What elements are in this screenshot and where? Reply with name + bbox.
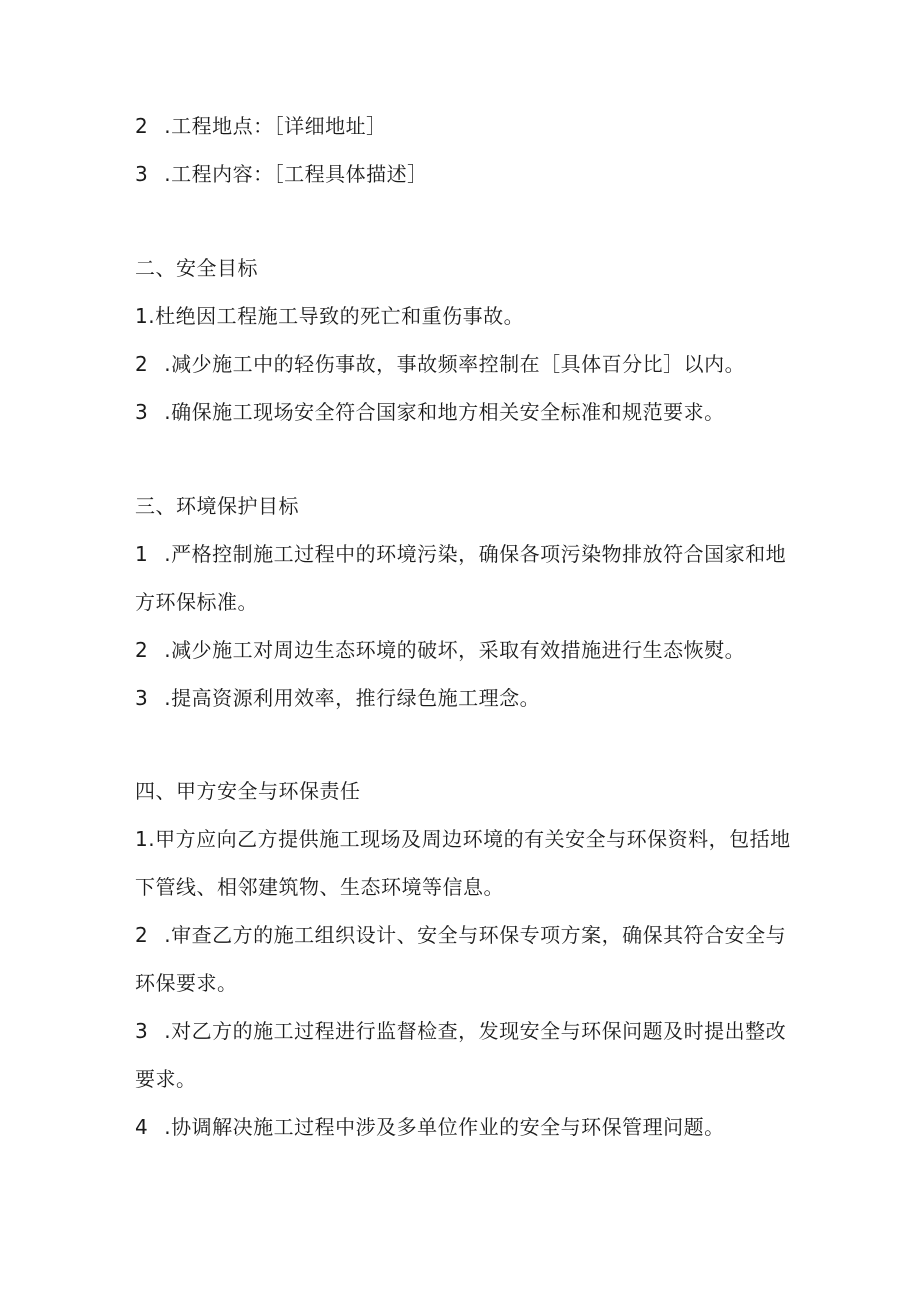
section-heading-safety: 二、安全目标 (135, 256, 258, 280)
item-number: 4 (135, 1115, 149, 1139)
item-number: 3 (135, 400, 149, 424)
project-content-line (135, 160, 428, 188)
item-number: 1 (135, 542, 149, 566)
item-number: 3 (135, 686, 149, 710)
environment-item-1-continued: 方环保标准。 (135, 590, 258, 614)
project-location-line (135, 112, 387, 140)
party-a-item-4 (135, 1113, 725, 1141)
item-number: 2 (135, 923, 149, 947)
item-number: 3 (135, 162, 149, 186)
item-text: .杜绝因工程施工导致的死亡和重伤事故。 (148, 304, 525, 328)
safety-item-3 (135, 398, 725, 426)
item-text: .确保施工现场安全符合国家和地方相关安全标准和规范要求。 (164, 400, 725, 424)
safety-item-1 (135, 302, 524, 330)
party-a-item-2 (135, 921, 786, 949)
party-a-item-3 (135, 1017, 786, 1045)
environment-item-3 (135, 684, 540, 712)
item-number: 2 (135, 352, 149, 376)
item-number: 2 (135, 114, 149, 138)
item-text: .减少施工对周边生态环境的破坏，采取有效措施进行生态恢熨。 (164, 638, 746, 662)
item-number: 1 (135, 304, 149, 328)
item-number: 1 (135, 827, 149, 851)
safety-item-2 (135, 350, 745, 378)
party-a-item-1 (135, 825, 791, 853)
item-text: .审查乙方的施工组织设计、安全与环保专项方案，确保其符合安全与 (164, 923, 787, 947)
item-text: .工程地点：［详细地址］ (164, 114, 387, 138)
item-text: .工程内容：［工程具体描述］ (164, 162, 428, 186)
party-a-item-1-continued: 下管线、相邻建筑物、生态环境等信息。 (135, 875, 504, 899)
item-text: .提高资源利用效率，推行绿色施工理念。 (164, 686, 541, 710)
party-a-item-2-continued: 环保要求。 (135, 971, 238, 995)
item-text: .对乙方的施工过程进行监督检查，发现安全与环保问题及时提出整改 (164, 1019, 787, 1043)
item-text: .协调解决施工过程中涉及多单位作业的安全与环保管理问题。 (164, 1115, 725, 1139)
item-text: .甲方应向乙方提供施工现场及周边环境的有关安全与环保资料，包括地 (148, 827, 791, 851)
item-text: .减少施工中的轻伤事故，事故频率控制在［具体百分比］以内。 (164, 352, 746, 376)
section-heading-environment: 三、环境保护目标 (135, 494, 299, 518)
item-number: 2 (135, 638, 149, 662)
environment-item-2 (135, 636, 745, 664)
party-a-item-3-continued: 要求。 (135, 1067, 197, 1091)
item-text: .严格控制施工过程中的环境污染，确保各项污染物排放符合国家和地 (164, 542, 787, 566)
item-number: 3 (135, 1019, 149, 1043)
environment-item-1 (135, 540, 786, 568)
section-heading-party-a: 四、甲方安全与环保责任 (135, 779, 361, 803)
